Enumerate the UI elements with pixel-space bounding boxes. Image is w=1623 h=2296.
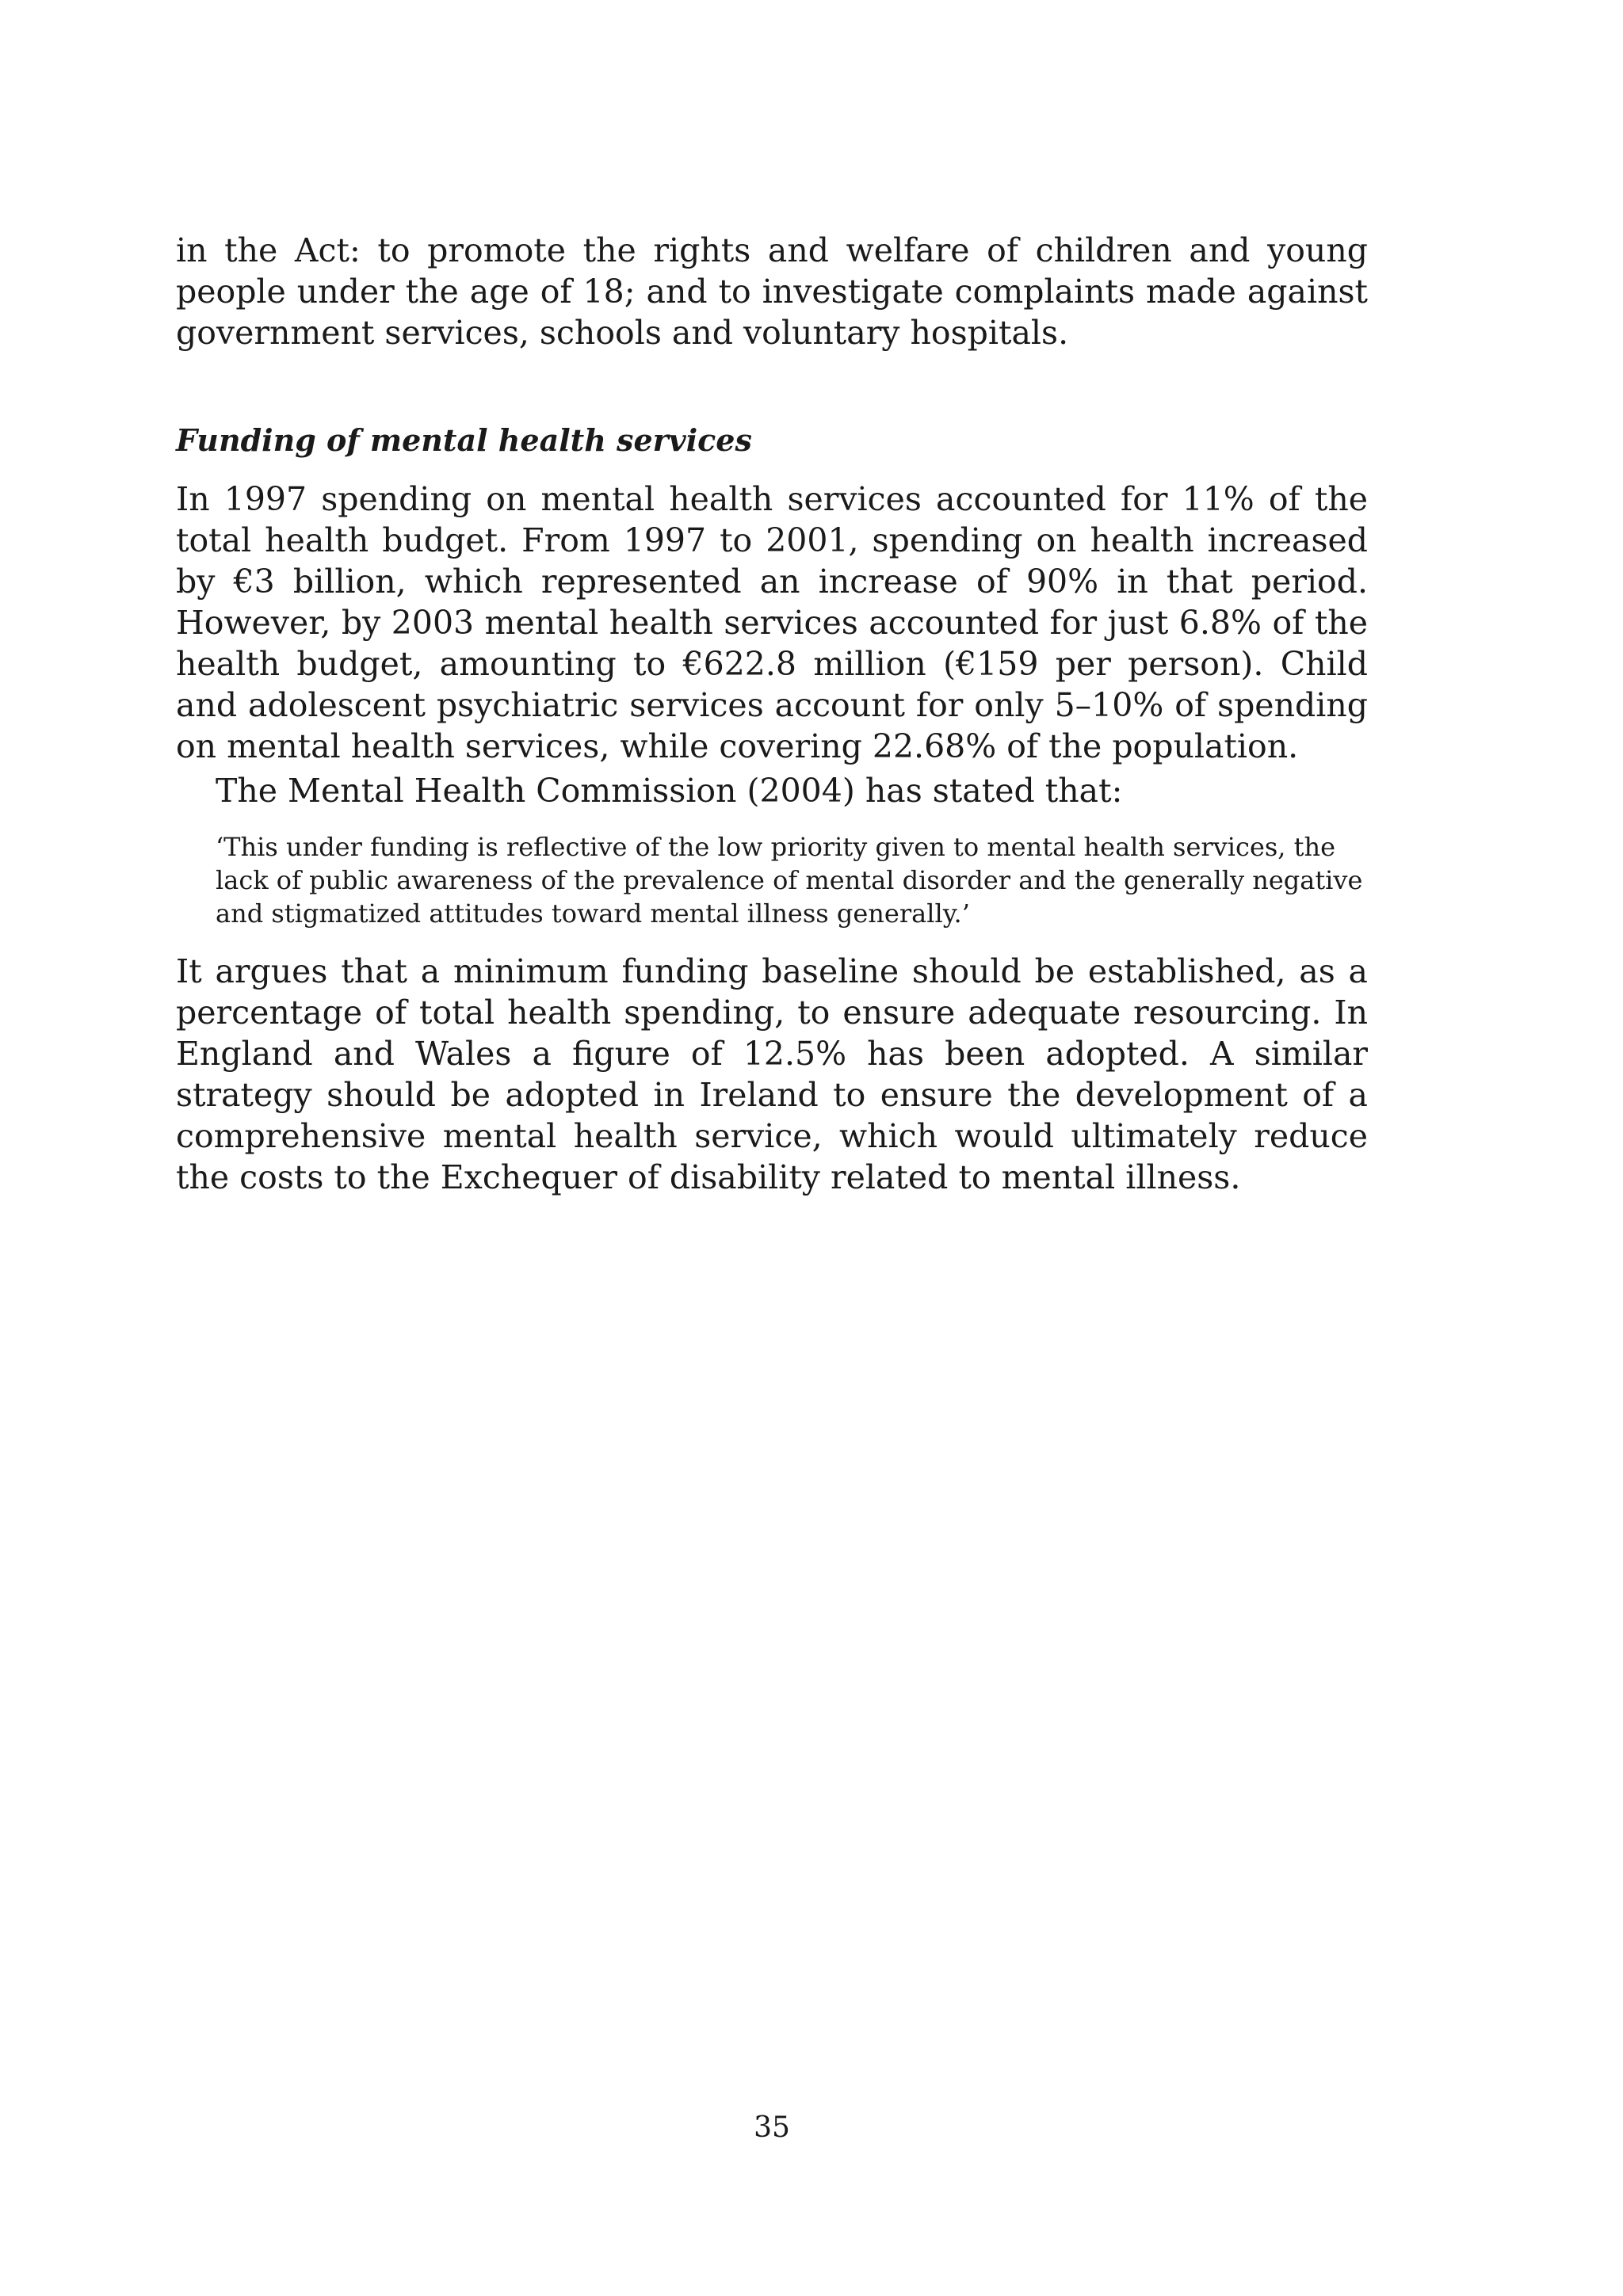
commission-intro: The Mental Health Commission (2004) has stated that: bbox=[216, 772, 1123, 810]
intro-paragraph: in the Act: to promote the rights and welfare of children and young people under the age of 18; and to investigate complaints made against government services, schools and voluntary hospitals. bbox=[176, 231, 1368, 352]
funding-paragraph: In 1997 spending on mental health services accounted for 11% of the total health budget. From 1997 to 2001, spending on health increased by €3 billion, which represented an increase of 90% in that period. However, by 2003 mental health services accounted for just 6.8% of the health budget, amounting to €622.8 million (€159 per person). Child and adolescent psychiatric services account for only 5–10% of spending on mental health services, while covering 22.68% of the population. bbox=[176, 480, 1368, 765]
argues-paragraph: It argues that a minimum funding baseline should be established, as a percentage of total health spending, to ensure adequate resourcing. In England and Wales a figure of 12.5% has been adopted. A similar strategy should be adopted in Ireland to ensure the development of a comprehensive mental health service, which would ultimately reduce the costs to the Exchequer of disability related to mental illness. bbox=[176, 952, 1368, 1196]
block-quote: ‘This under funding is reflective of the low priority given to mental health services, the lack of public awareness of the prevalence of mental disorder and the generally negative and stigmatized attitudes toward mental illness generally.’ bbox=[216, 832, 1363, 929]
section-heading: Funding of mental health services bbox=[176, 422, 752, 458]
page-number: 35 bbox=[754, 2111, 790, 2144]
